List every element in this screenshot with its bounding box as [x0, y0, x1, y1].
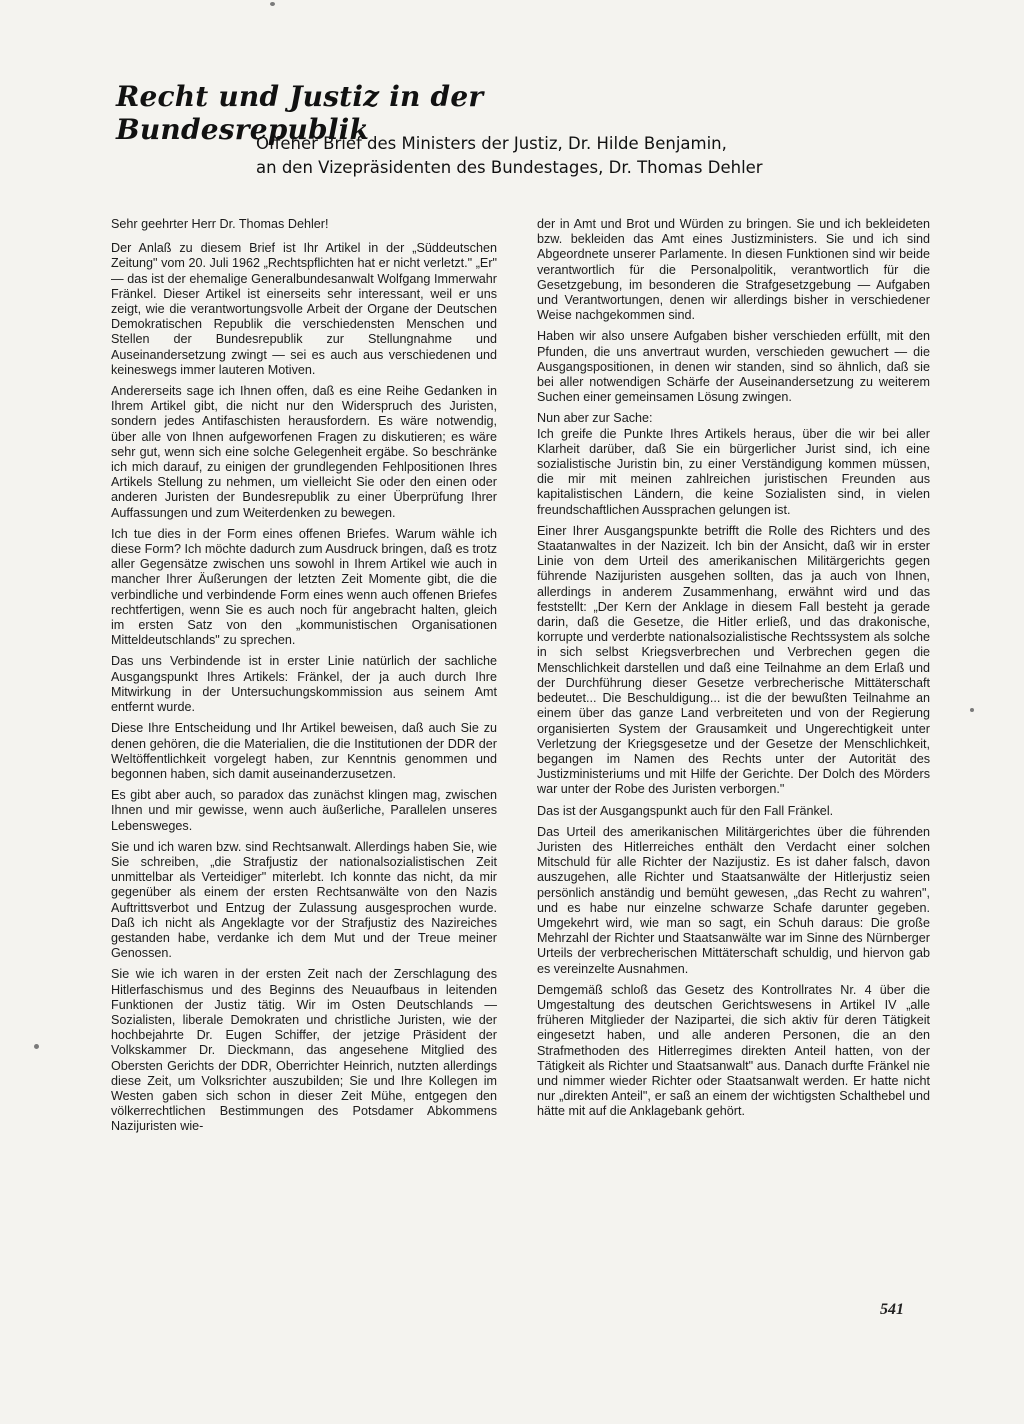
- paragraph: Sie wie ich waren in der ersten Zeit nach der Zerschlagung des Hitlerfaschismus und des Beginns des Neuaufbaus in leitenden Funktionen der Justiz tätig. Wir im Osten Deutschlands — Sozialisten, liberale Demokraten und christliche Juristen, wie der hochbejahrte Dr. Eugen Schiffer, der jetzige Präsident der Volkskammer Dr. Dieckmann, das angesehene Mitglied des Obersten Gerichts der DDR, Oberrichter Heinrich, nutzten allerdings diese Zeit, um Volksrichter auszubilden; Sie und Ihre Kollegen im Westen gaben sich schon in dieser Zeit Mühe, entgegen den völkerrechtlichen Bestimmungen des Potsdamer Abkommens Nazijuristen wie-: [111, 967, 497, 1134]
- paragraph: Es gibt aber auch, so paradox das zunächst klingen mag, zwischen Ihnen und mir gewisse, wenn auch äußerliche, Parallelen unseres Lebensweges.: [111, 788, 497, 833]
- paragraph: Der Anlaß zu diesem Brief ist Ihr Artikel in der „Süddeutschen Zeitung" vom 20. Juli 1962 „Rechtspflichten hat er nicht verletzt." „Er" — das ist der ehemalige Generalbundesanwalt Wolfgang Immerwahr Fränkel. Dieser Artikel ist einerseits sehr interessant, weil er uns zeigt, wie die verantwortungsvolle Arbeit der Organe der Deutschen Demokratischen Republik die verschiedensten Menschen und Stellen der Bundesrepublik zur Stellungnahme und Auseinandersetzung zwingt — sei es auch aus verschiedenen und keineswegs immer lauteren Motiven.: [111, 241, 497, 377]
- rubric-heading: Recht und Justiz in der Bundesrepublik: [116, 80, 484, 146]
- scan-speck: [34, 1044, 39, 1049]
- paragraph: Ich tue dies in der Form eines offenen Briefes. Warum wähle ich diese Form? Ich möchte dadurch zum Ausdruck bringen, daß es trotz aller Gegensätze zwischen uns sowohl in Ihrem Artikel wie auch in mancher Ihrer Äußerungen der letzten Zeit Momente gibt, die die verbindliche und verbindende Form eines wenn auch offenen Briefes rechtfertigen, wenn Sie es auch noch für angebracht halten, gleich im ersten Satz von den „kommunistischen Organisationen Mitteldeutschlands" zu sprechen.: [111, 526, 497, 648]
- paragraph: Das ist der Ausgangspunkt auch für den Fall Fränkel.: [537, 803, 834, 818]
- paragraph: Nun aber zur Sache:: [537, 411, 653, 426]
- paragraph: Das Urteil des amerikanischen Militärgerichtes über die führenden Juristen des Hitlerreiches enthält den Verdacht einer solchen Mitschuld für alle Richter der Nazijustiz. Es ist daher falsch, davon auszugehen, alle Richter und Staatsanwälte der Hitlerjustiz seien persönlich anständig und bemüht gewesen, „das Recht zu wahren", und es habe nur einzelne schwarze Schafe darunter gegeben. Umgekehrt wird, wie man so sagt, ein Schuh daraus: Die große Mehrzahl der Richter und Staatsanwälte war im Sinne des Nürnberger Urteils der verbrecherischen Mittäterschaft schuldig, und hiervon gab es vereinzelte Ausnahmen.: [537, 824, 930, 976]
- page-number: 541: [880, 1301, 904, 1318]
- paragraph: Einer Ihrer Ausgangspunkte betrifft die Rolle des Richters und des Staatanwaltes in der Nazizeit. Ich bin der Ansicht, daß wir in erster Linie von dem Urteil des amerikanischen Militärgerichts gegen führende Nazijuristen ausgehen sollten, das ja auch von Ihnen, allerdings in anderem Zusammenhang, erwähnt wird und das feststellt: „Der Kern der Anklage in diesem Fall besteht ja gerade darin, daß die Gesetze, die Hitler erließ, und das drakonische, korrupte und verderbte nationalsozialistische Rechtssystem als solche in sich selbst Kriegsverbrechen und Verbrechen gegen die Menschlichkeit darstellen und daß eine Teilnahme an dem Erlaß und der Durchführung dieser Gesetze verbrecherische Mittäterschaft bedeutet... Die Beschuldigung... ist die der bewußten Teilnahme an einem über das ganze Land verbreiteten und von der Regierung organisierten System der Grausamkeit und Ungerechtigkeit unter Verletzung der Kriegsgesetze und der Gesetze der Menschlichkeit, begangen im Namen des Rechts unter der Autorität des Justizministeriums und mit Hilfe der Gerichte. Der Dolch des Mörders war unter der Robe des Juristen verborgen.": [537, 523, 930, 797]
- paragraph: Diese Ihre Entscheidung und Ihr Artikel beweisen, daß auch Sie zu denen gehören, die die Materialien, die die Institutionen der DDR der Weltöffentlichkeit vorgelegt haben, zur Kenntnis genommen und begonnen haben, sich damit auseinanderzusetzen.: [111, 721, 497, 781]
- article-subtitle: [256, 132, 856, 180]
- paragraph: Ich greife die Punkte Ihres Artikels heraus, über die wir bei aller Klarheit darüber, daß Sie ein bürgerlicher Jurist sind, ich eine sozialistische Juristin bin, zu einer Verständigung kommen müssen, die mir mit meinen zahlreichen juristischen Freunden aus kapitalistischen Ländern, die keine Sozialisten sind, in vielen freundschaftlichen Aussprachen gelungen ist.: [537, 426, 930, 517]
- paragraph: Sie und ich waren bzw. sind Rechtsanwalt. Allerdings haben Sie, wie Sie schreiben, „die Strafjustiz der nationalsozialistischen Zeit unmittelbar als Verteidiger" miterlebt. Ich konnte das nicht, da mir gegenüber als einem der ersten Rechtsanwälte von den Nazis Auftrittsverbot und Entzug der Zulassung ausgesprochen wurde. Daß ich nicht als Angeklagte vor der Strafjustiz des Nazireiches gestanden habe, verdanke ich dem Mut und der Treue meiner Genossen.: [111, 839, 497, 961]
- paragraph: Das uns Verbindende ist in erster Linie natürlich der sachliche Ausgangspunkt Ihres Artikels: Fränkel, der ja auch durch Ihre Mitwirkung in der Untersuchungskommission aus seinem Amt entfernt wurde.: [111, 654, 497, 715]
- scan-speck: [970, 708, 974, 712]
- left-column: [111, 217, 497, 1141]
- salutation: Sehr geehrter Herr Dr. Thomas Dehler!: [111, 217, 329, 231]
- right-column: [537, 217, 930, 1126]
- subtitle-line-1: Offener Brief des Ministers der Justiz, Dr. Hilde Benjamin,: [256, 134, 727, 153]
- paragraph: der in Amt und Brot und Würden zu bringen. Sie und ich bekleideten bzw. bekleiden das Amt eines Justizministers. Sie und ich sind Abgeordnete unserer Parlamente. In diesen Funktionen sind wir beide verantwortlich für die Personalpolitik, verantwortlich für die Gesetzgebung, im besonderen die Strafgesetzgebung — Aufgaben und Verantwortungen, denen wir allerdings bisher in verschiedener Weise nachgekommen sind.: [537, 217, 930, 323]
- paragraph: Haben wir also unsere Aufgaben bisher verschieden erfüllt, mit den Pfunden, die uns anvertraut wurden, verschieden gewuchert — die Ausgangspositionen, in denen wir standen, sind so ähnlich, daß sie bei aller notwendigen Schärfe der Auseinandersetzung zu weiterem Suchen einer gemeinsamen Lösung zwingen.: [537, 329, 930, 405]
- subtitle-line-2: an den Vizepräsidenten des Bundestages, Dr. Thomas Dehler: [256, 158, 763, 177]
- paragraph: Demgemäß schloß das Gesetz des Kontrollrates Nr. 4 über die Umgestaltung des deutschen Gerichtswesens in Artikel IV „alle früheren Mitglieder der Nazipartei, die sich aktiv für deren Tätigkeit eingesetzt haben, und alle anderen Personen, die an den Strafmethoden des Hitlerregimes direkten Anteil hatten, von der Tätigkeit als Richter und Staatsanwalt" aus. Danach durfte Fränkel nie und nimmer wieder Richter oder Staatsanwalt werden. Er hatte nicht nur „direkten Anteil", er saß an einem der wichtigsten Schalthebel und hätte mit auf die Anklagebank gehört.: [537, 982, 930, 1119]
- paragraph: Andererseits sage ich Ihnen offen, daß es eine Reihe Gedanken in Ihrem Artikel gibt, die nicht nur den Widerspruch des Juristen, sondern jedes Antifaschisten herausfordern. Es wäre notwendig, über alle von Ihnen aufgeworfenen Fragen zu diskutieren; es wäre sehr gut, wenn sich eine solche Gelegenheit ergäbe. So beschränke ich mich darauf, zu einigen der grundlegenden Fehlpositionen Ihres Artikels Stellung zu nehmen, um vielleicht Sie oder den einen oder anderen Juristen der Bundesrepublik zu einer Überprüfung Ihrer Auffassungen und zum Weiterdenken zu bewegen.: [111, 384, 497, 520]
- scan-speck: [270, 2, 275, 6]
